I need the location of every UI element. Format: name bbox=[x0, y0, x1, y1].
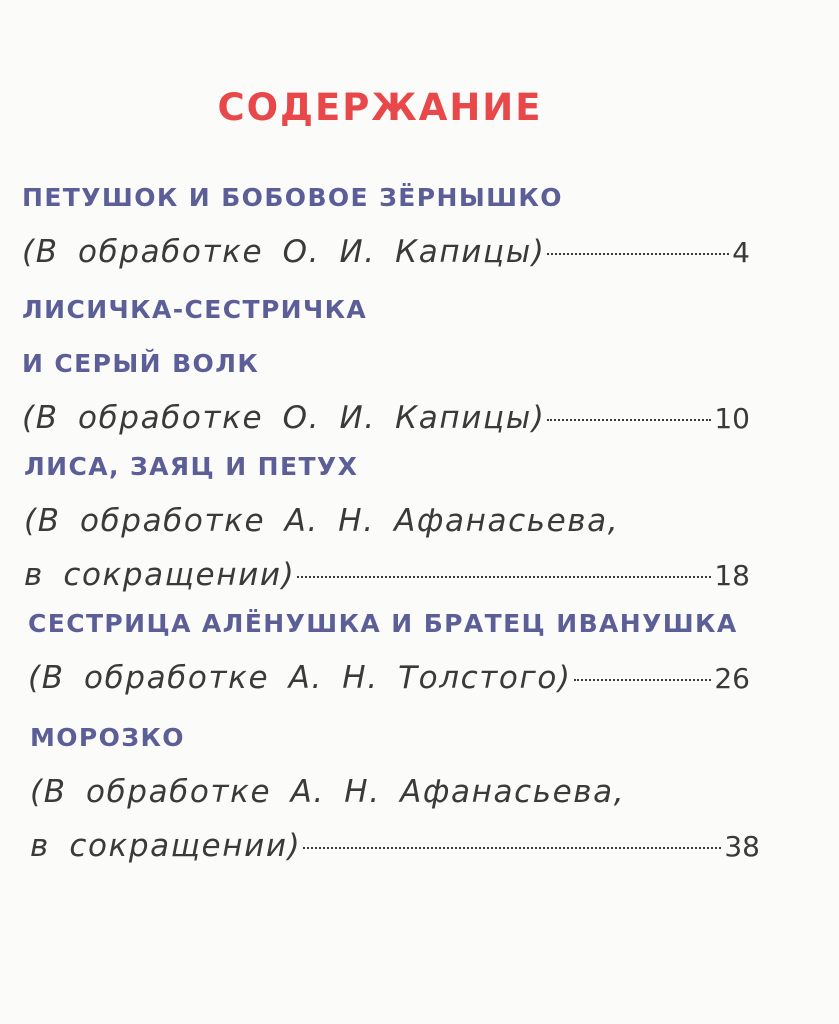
toc-entry bbox=[30, 711, 760, 874]
entry-subtitle: в сокращении) bbox=[30, 828, 302, 864]
page-number: 26 bbox=[714, 662, 750, 695]
entry-subtitle-line bbox=[30, 819, 760, 874]
page-title: СОДЕРЖАНИЕ bbox=[217, 86, 543, 129]
entry-subtitle-line bbox=[22, 391, 750, 446]
entry-subtitle: (В обработке А. Н. Афанасьева, bbox=[24, 503, 620, 539]
entry-title: ЛИСИЧКА-СЕСТРИЧКА bbox=[22, 295, 368, 324]
page-number: 18 bbox=[714, 559, 750, 592]
entry-subtitle: (В обработке А. Н. Афанасьева, bbox=[30, 774, 626, 810]
entry-title: ПЕТУШОК И БОБОВОЕ ЗЁРНЫШКО bbox=[22, 183, 563, 212]
toc-entry bbox=[22, 171, 750, 280]
dot-leader bbox=[297, 576, 711, 578]
dot-leader bbox=[547, 253, 729, 255]
entry-subtitle: (В обработке О. И. Капицы) bbox=[22, 400, 546, 436]
page-number: 4 bbox=[732, 236, 750, 269]
entry-subtitle: (В обработке А. Н. Толстого) bbox=[28, 660, 572, 696]
entry-subtitle-line bbox=[22, 225, 750, 280]
entry-title: И СЕРЫЙ ВОЛК bbox=[22, 349, 260, 378]
entry-subtitle-line bbox=[24, 548, 750, 603]
toc-entry bbox=[24, 440, 750, 603]
page-number: 10 bbox=[714, 402, 750, 435]
toc-entry bbox=[28, 597, 750, 706]
entry-title: МОРОЗКО bbox=[30, 723, 185, 752]
dot-leader bbox=[303, 847, 721, 849]
entry-subtitle: в сокращении) bbox=[24, 557, 296, 593]
entry-subtitle-line bbox=[28, 651, 750, 706]
toc-entry bbox=[22, 283, 750, 446]
page-number: 38 bbox=[724, 830, 760, 863]
dot-leader bbox=[574, 679, 712, 681]
dot-leader bbox=[547, 419, 711, 421]
entry-title: СЕСТРИЦА АЛЁНУШКА И БРАТЕЦ ИВАНУШКА bbox=[28, 609, 738, 638]
entry-subtitle: (В обработке О. И. Капицы) bbox=[22, 234, 546, 270]
entry-title: ЛИСА, ЗАЯЦ И ПЕТУХ bbox=[24, 452, 359, 481]
